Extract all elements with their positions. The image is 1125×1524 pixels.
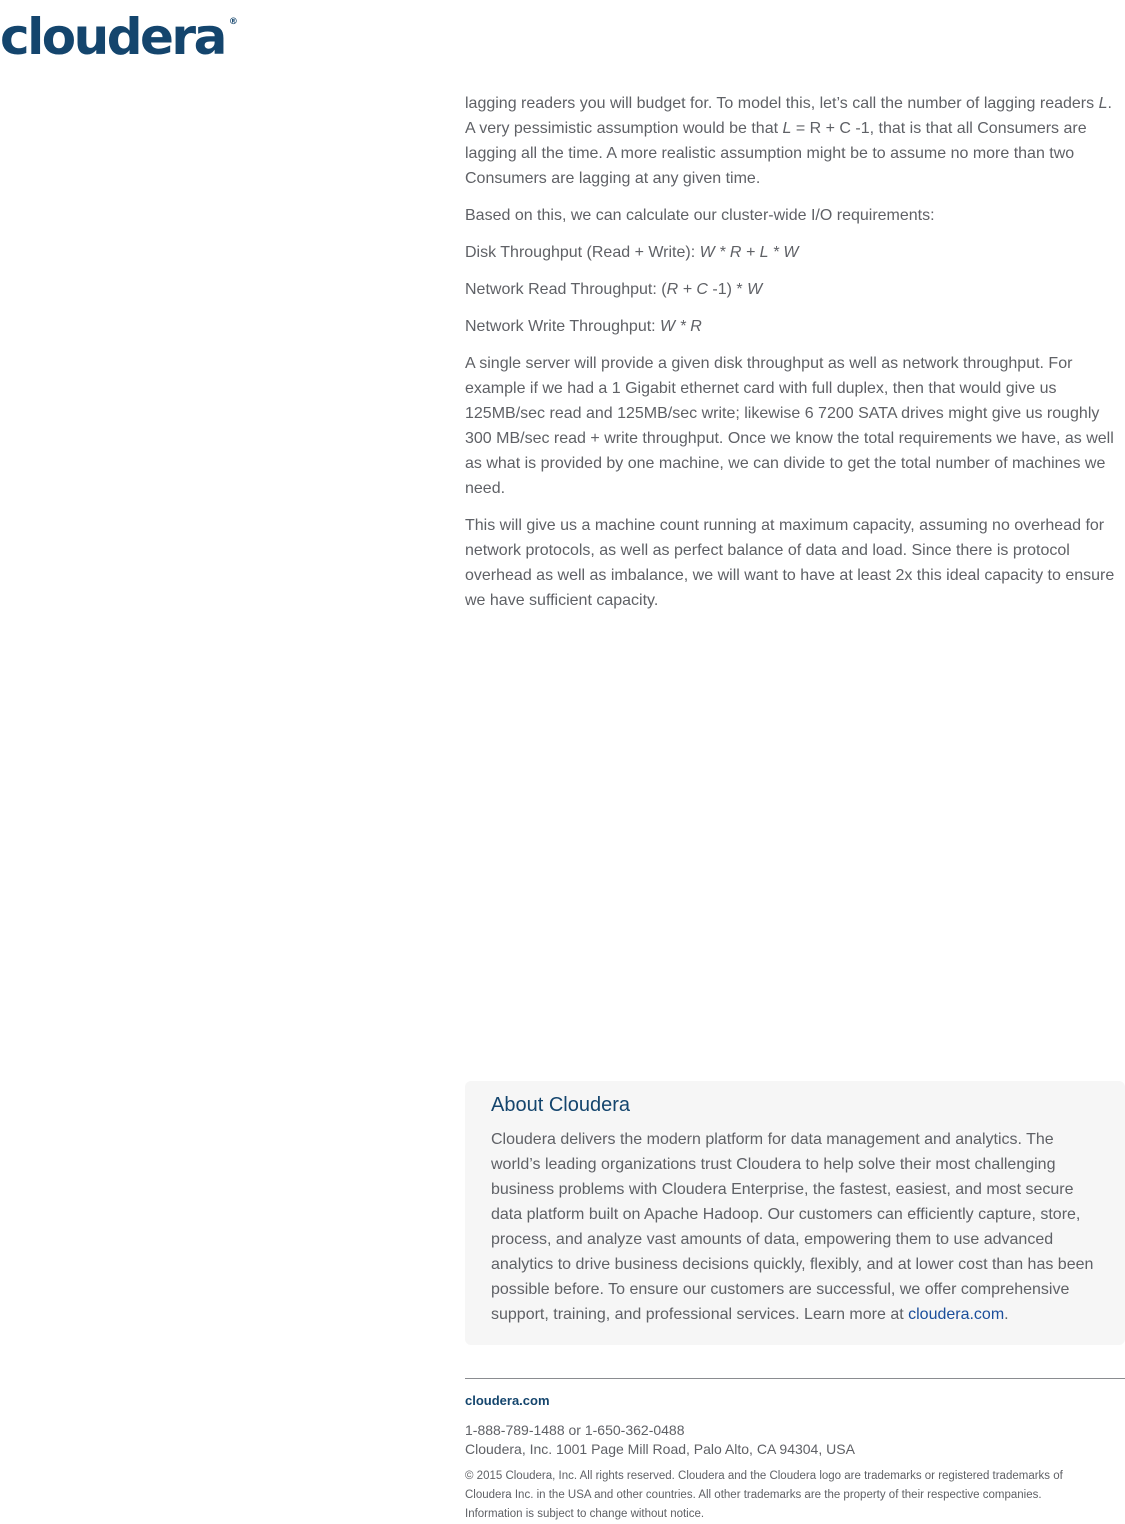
address: Cloudera, Inc. 1001 Page Mill Road, Palo Alto, CA 94304, USA — [465, 1441, 855, 1457]
about-title: About Cloudera — [491, 1094, 630, 1116]
contact-info — [465, 1421, 1125, 1459]
cloudera-logo: cloudera ® — [0, 8, 238, 66]
body-text — [465, 91, 1123, 625]
paragraph-lagging-readers: lagging readers you will budget for. To model this, let’s call the number of lagging readers L. A very pessimistic assumption would be that L = R + C -1, that is that all Consumers are lagging all the time. A more realistic assumption might be to assume no more than two Consumers are lagging at any given time. — [465, 95, 1112, 187]
network-write-formula: Network Write Throughput: W * R — [465, 318, 702, 335]
paragraph-server-throughput: A single server will provide a given disk throughput as well as network throughput. For example if we had a 1 Gigabit ethernet card with full duplex, then that would give us 125MB/sec read and 125MB/sec write; likewise 6 7200 SATA drives might give us roughly 300 MB/sec read + write throughput. Once we know the total requirements we have, as well as what is provided by one machine, we can divide to get the total number of machines we need. — [465, 355, 1114, 497]
legal-notice: © 2015 Cloudera, Inc. All rights reserved. Cloudera and the Cloudera logo are trademarks or registered trademarks of Cloudera Inc. in the USA and other countries. All other trademarks are the property of their respective companies. Information is subject to change without notice. — [465, 1470, 1063, 1520]
registered-mark: ® — [228, 17, 238, 27]
network-read-formula: Network Read Throughput: (R + C -1) * W — [465, 281, 763, 298]
phone-numbers: 1-888-789-1488 or 1-650-362-0488 — [465, 1422, 685, 1438]
footer — [465, 1391, 1125, 1524]
about-text: Cloudera delivers the modern platform for data management and analytics. The world’s leading organizations trust Cloudera to help solve their most challenging business problems with Cloudera Enterprise, the fastest, easiest, and most secure data platform built on Apache Hadoop. Our customers can efficiently capture, store, process, and analyze vast amounts of data, empowering them to use advanced analytics to drive business decisions quickly, flexibly, and at lower cost than has been possible before. To ensure our customers are successful, we offer comprehensive support, training, and professional services. Learn more at cloudera.com. — [491, 1131, 1094, 1323]
paragraph-machine-count: This will give us a machine count running at maximum capacity, assuming no overhead for network protocols, as well as perfect balance of data and load. Since there is protocol overhead as well as imbalance, we will want to have at least 2x this ideal capacity to ensure we have sufficient capacity. — [465, 517, 1115, 609]
paragraph-io-intro: Based on this, we can calculate our cluster-wide I/O requirements: — [465, 207, 935, 224]
about-cloudera-box — [465, 1081, 1125, 1345]
disk-throughput-formula: Disk Throughput (Read + Write): W * R + L * W — [465, 244, 799, 261]
footer-divider — [465, 1378, 1125, 1379]
cloudera-link[interactable]: cloudera.com — [908, 1306, 1005, 1323]
footer-site-link[interactable]: cloudera.com — [465, 1393, 550, 1408]
